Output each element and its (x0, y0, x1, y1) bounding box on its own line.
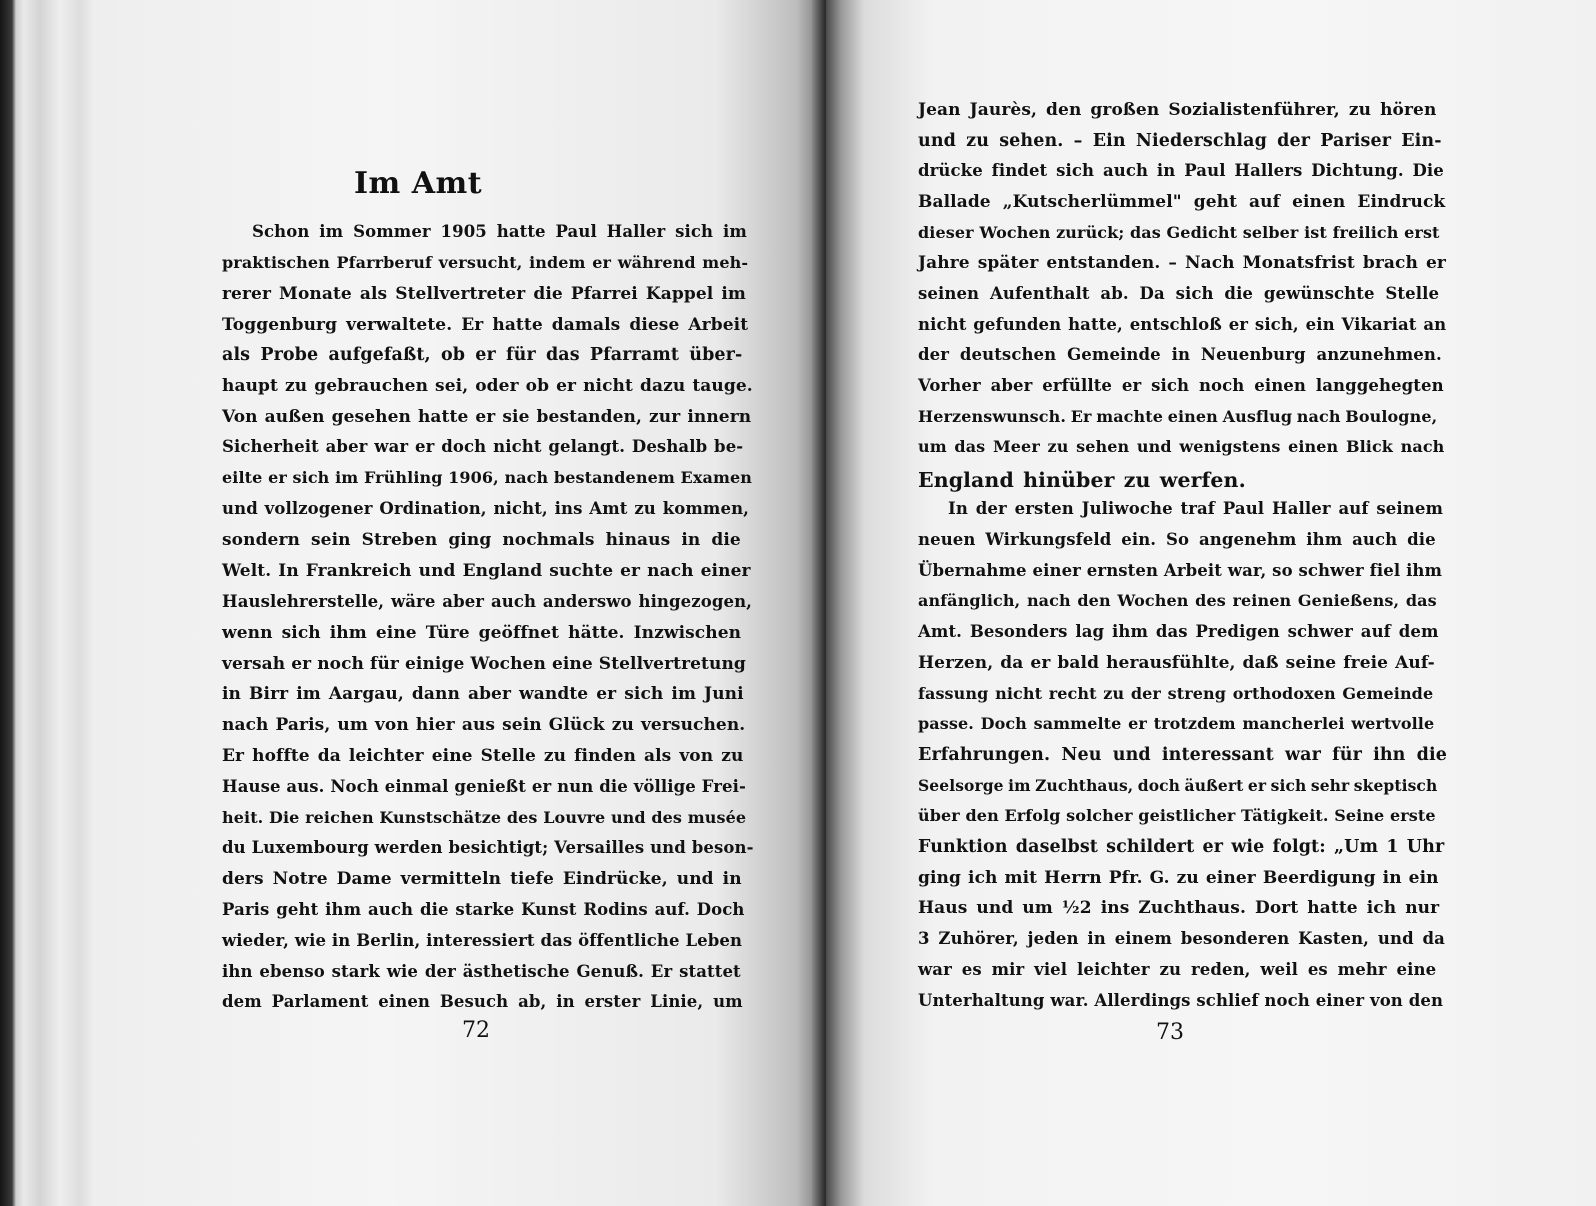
text-line: dieser Wochen zurück; das Gedicht selber ist freilich erst (918, 223, 1440, 242)
text-line: und vollzogener Ordination, nicht, ins Amt zu kommen, (222, 499, 750, 518)
text-line: Von außen gesehen hatte er sie bestanden, zur innern (222, 407, 752, 427)
text-line: und zu sehen. – Ein Niederschlag der Pariser Ein- (918, 131, 1442, 151)
left-page (92, 0, 826, 1206)
text-line: ging ich mit Herrn Pfr. G. zu einer Beerdigung in ein (918, 868, 1439, 888)
text-line: versah er noch für einige Wochen eine Stellvertretung (222, 654, 746, 674)
page-edges (0, 0, 92, 1206)
text-line: 3 Zuhörer, jeden in einem besonderen Kasten, und da (918, 929, 1445, 948)
text-line: Funktion daselbst schildert er wie folgt: „Um 1 Uhr (918, 837, 1445, 857)
text-line: In der ersten Juliwoche traf Paul Haller auf seinem (948, 499, 1444, 518)
text-line: ders Notre Dame vermitteln tiefe Eindrücke, und in (222, 869, 742, 889)
text-line: Jean Jaurès, den großen Sozialistenführer, zu hören (918, 100, 1437, 120)
text-line: fassung nicht recht zu der streng orthodoxen Gemeinde (918, 684, 1434, 703)
text-line: Jahre später entstanden. – Nach Monatsfrist brach er (918, 253, 1446, 273)
text-line: war es mir viel leichter zu reden, weil es mehr eine (918, 960, 1437, 979)
text-line: Amt. Besonders lag ihm das Predigen schwer auf dem (918, 622, 1439, 641)
text-line: Vorher aber erfüllte er sich noch einen langgehegten (918, 376, 1444, 395)
text-line: anfänglich, nach den Wochen des reinen Genießens, das (918, 591, 1437, 610)
text-line: wenn sich ihm eine Türe geöffnet hätte. Inzwischen (222, 623, 742, 643)
text-line: Herzen, da er bald herausfühlte, daß seine freie Auf- (918, 653, 1435, 673)
right-page (826, 0, 1596, 1206)
text-line: drücke findet sich auch in Paul Hallers Dichtung. Die (918, 161, 1444, 180)
text-line: ihn ebenso stark wie der ästhetische Genuß. Er stattet (222, 962, 741, 981)
text-line: neuen Wirkungsfeld ein. So angenehm ihm auch die (918, 530, 1436, 549)
text-line: Unterhaltung war. Allerdings schlief noch einer von den (918, 991, 1444, 1010)
text-line: der deutschen Gemeinde in Neuenburg anzunehmen. (918, 345, 1442, 364)
page-number: 72 (462, 1018, 490, 1043)
text-line: Seelsorge im Zuchthaus, doch äußert er sich sehr skeptisch (918, 776, 1438, 795)
text-line: in Birr im Aargau, dann aber wandte er sich im Juni (222, 684, 744, 704)
text-line: Toggenburg verwaltete. Er hatte damals diese Arbeit (222, 315, 749, 335)
text-line: nicht gefunden hatte, entschloß er sich, ein Vikariat an (918, 315, 1447, 334)
text-line: Sicherheit aber war er doch nicht gelangt. Deshalb be- (222, 437, 744, 456)
text-line: Übernahme einer ernsten Arbeit war, so schwer fiel ihm (918, 561, 1443, 580)
text-line: dem Parlament einen Besuch ab, in erster Linie, um (222, 992, 743, 1011)
text-line: über den Erfolg solcher geistlicher Tätigkeit. Seine erste (918, 806, 1436, 825)
text-line: Schon im Sommer 1905 hatte Paul Haller sich im (252, 222, 747, 241)
text-line: seinen Aufenthalt ab. Da sich die gewünschte Stelle (918, 284, 1440, 303)
text-line: eilte er sich im Frühling 1906, nach bestandenem Examen (222, 468, 752, 487)
chapter-title: Im Amt (354, 166, 483, 201)
text-line: Hauslehrerstelle, wäre aber auch anderswo hingezogen, (222, 592, 753, 611)
page-number: 73 (1156, 1020, 1184, 1045)
text-line: wieder, wie in Berlin, interessiert das öffentliche Leben (222, 931, 743, 950)
text-line: Herzenswunsch. Er machte einen Ausflug nach Boulogne, (918, 407, 1438, 426)
text-line: Erfahrungen. Neu und interessant war für ihn die (918, 745, 1447, 765)
text-line: Er hoffte da leichter eine Stelle zu finden als von zu (222, 746, 744, 766)
text-line: Paris geht ihm auch die starke Kunst Rodins auf. Doch (222, 900, 745, 919)
text-line: sondern sein Streben ging nochmals hinaus in die (222, 530, 741, 550)
text-line: Hause aus. Noch einmal genießt er nun die völlige Frei- (222, 777, 746, 796)
text-line: als Probe aufgefaßt, ob er für das Pfarramt über- (222, 345, 743, 365)
text-line: Welt. In Frankreich und England suchte er nach einer (222, 561, 751, 581)
text-line: praktischen Pfarrberuf versucht, indem er während meh- (222, 253, 749, 272)
text-line: haupt zu gebrauchen sei, oder ob er nicht dazu tauge. (222, 376, 753, 396)
text-line: rerer Monate als Stellvertreter die Pfarrei Kappel im (222, 284, 746, 304)
text-line: nach Paris, um von hier aus sein Glück zu versuchen. (222, 715, 746, 735)
text-line: heit. Die reichen Kunstschätze des Louvre und des musée (222, 808, 747, 827)
text-line: Haus und um ½2 ins Zuchthaus. Dort hatte ich nur (918, 898, 1440, 918)
text-line: passe. Doch sammelte er trotzdem mancherlei wertvolle (918, 714, 1435, 733)
text-line: Ballade „Kutscherlümmel" geht auf einen Eindruck (918, 192, 1446, 212)
text-line: England hinüber zu werfen. (918, 468, 1246, 492)
text-line: du Luxembourg werden besichtigt; Versailles und beson- (222, 838, 754, 857)
text-line: um das Meer zu sehen und wenigstens einen Blick nach (918, 437, 1445, 456)
